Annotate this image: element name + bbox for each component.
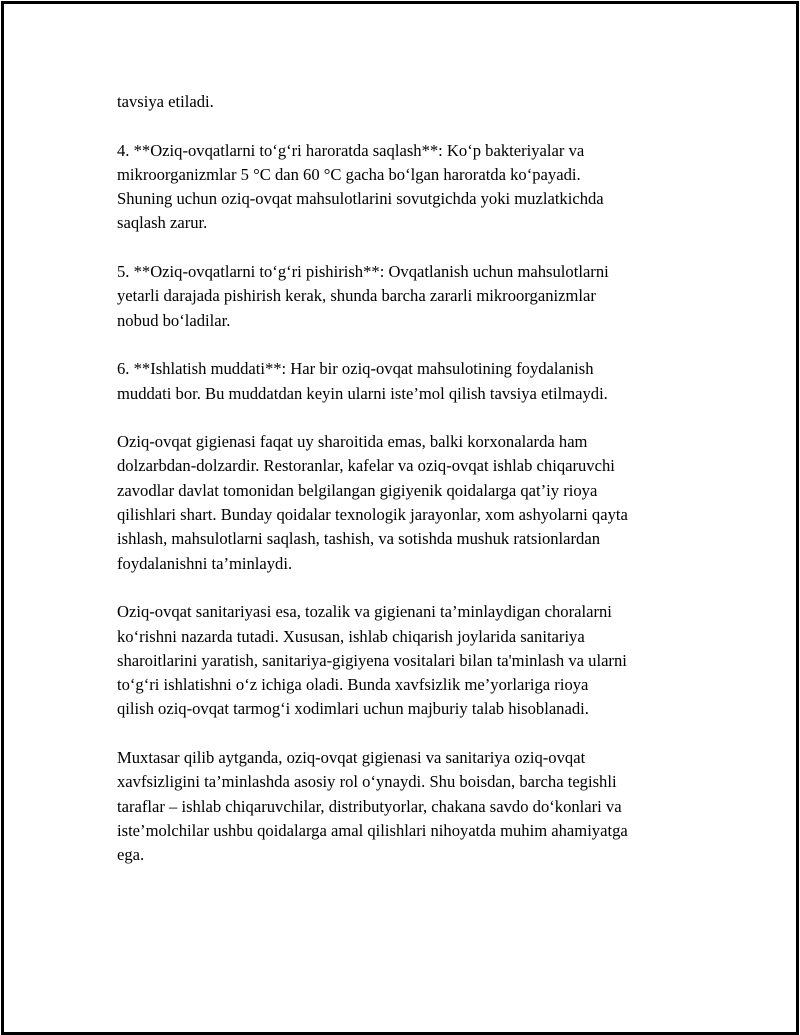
text-line: Shuning uchun oziq-ovqat mahsulotlarini sovutgichda yoki muzlatkichda [117,189,604,209]
text-line: qilishlari shart. Bunday qoidalar texnologik jarayonlar, xom ashyolarni qayta [117,505,628,525]
paragraph-item-6-expiry [117,357,717,406]
text-line: saqlash zarur. [117,213,208,233]
text-line: 6. **Ishlatish muddati**: Har bir oziq-ovqat mahsulotining foydalanish [117,359,594,379]
text-line: Oziq-ovqat gigienasi faqat uy sharoitida emas, balki korxonalarda ham [117,432,588,452]
text-line: mikroorganizmlar 5 °C dan 60 °C gacha bo‘lgan haroratda ko‘payadi. [117,164,581,184]
text-line: iste’molchilar ushbu qoidalarga amal qilishlari nihoyatda muhim ahamiyatga [117,820,628,840]
text-line: xavfsizligini ta’minlashda asosiy rol o‘ynaydi. Shu boisdan, barcha tegishli [117,772,617,792]
paragraph-food-sanitation [117,600,717,721]
paragraph-item-4-storage-temperature [117,139,717,236]
text-line: taraflar – ishlab chiqaruvchilar, distributyorlar, chakana savdo do‘konlari va [117,796,622,816]
text-line: ishlash, mahsulotlarni saqlash, tashish, va sotishda mushuk ratsionlardan [117,529,601,549]
paragraph-item-5-cooking [117,260,717,333]
text-line: Muxtasar qilib aytganda, oziq-ovqat gigienasi va sanitariya oziq-ovqat [117,748,586,768]
text-line: nobud bo‘ladilar. [117,310,231,330]
text-line: foydalanishni ta’minlaydi. [117,553,293,573]
text-line: tavsiya etiladi. [117,92,214,111]
text-line: ko‘rishni nazarda tutadi. Xususan, ishlab chiqarish joylarida sanitariya [117,626,585,646]
paragraph-food-hygiene-enterprises [117,430,717,576]
text-line: to‘g‘ri ishlatishni o‘z ichiga oladi. Bunda xavfsizlik me’yorlariga rioya [117,675,589,695]
text-line: zavodlar davlat tomonidan belgilangan gigiyenik qoidalarga qat’iy rioya [117,480,598,500]
text-line: sharoitlarini yaratish, sanitariya-gigiyena vositalari bilan ta'minlash va ularni [117,650,627,670]
document-body [117,90,717,892]
text-line: ega. [117,845,145,865]
paragraph-continuation [117,90,717,114]
text-line: 5. **Oziq-ovqatlarni to‘g‘ri pishirish**: Ovqatlanish uchun mahsulotlarni [117,262,609,282]
text-line: Oziq-ovqat sanitariyasi esa, tozalik va gigienani ta’minlaydigan choralarni [117,602,612,622]
text-line: qilish oziq-ovqat tarmog‘i xodimlari uchun majburiy talab hisoblanadi. [117,699,589,719]
text-line: 4. **Oziq-ovqatlarni to‘g‘ri haroratda saqlash**: Ko‘p bakteriyalar va [117,140,585,160]
text-line: muddati bor. Bu muddatdan keyin ularni iste’mol qilish tavsiya etilmaydi. [117,383,608,403]
text-line: dolzarbdan-dolzardir. Restoranlar, kafelar va oziq-ovqat ishlab chiqaruvchi [117,456,615,476]
text-line: yetarli darajada pishirish kerak, shunda barcha zararli mikroorganizmlar [117,286,596,306]
paragraph-conclusion [117,746,717,867]
